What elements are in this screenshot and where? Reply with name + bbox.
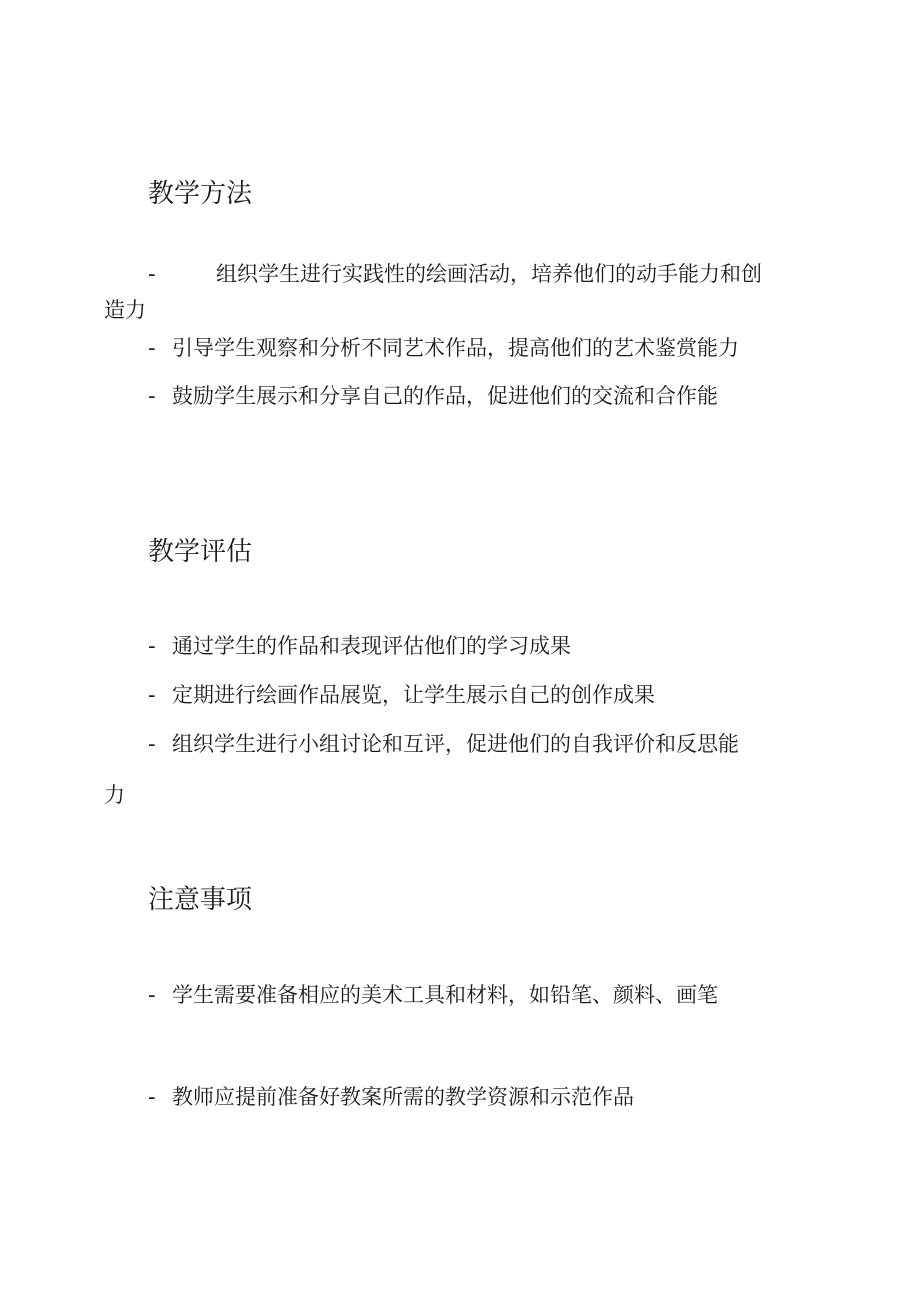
section-heading-teaching-methods: 教学方法 <box>148 179 253 209</box>
list-item-text: 组织学生进行小组讨论和互评，促进他们的自我评价和反思能 <box>172 732 739 756</box>
list-dash: - <box>148 1085 156 1109</box>
section-heading-notes: 注意事项 <box>148 885 253 915</box>
section-heading-teaching-evaluation: 教学评估 <box>148 537 253 567</box>
list-dash: - <box>148 262 156 286</box>
list-item-text: 教师应提前准备好教案所需的教学资源和示范作品 <box>172 1085 634 1109</box>
list-dash: - <box>148 634 156 658</box>
list-item-text: 引导学生观察和分析不同艺术作品，提高他们的艺术鉴赏能力 <box>172 336 739 360</box>
list-item-text: 通过学生的作品和表现评估他们的学习成果 <box>172 634 571 658</box>
list-item-text: 鼓励学生展示和分享自己的作品，促进他们的交流和合作能 <box>172 384 718 408</box>
list-item-text: 定期进行绘画作品展览，让学生展示自己的创作成果 <box>172 683 655 707</box>
list-item-continuation: 造力 <box>104 298 146 322</box>
list-dash: - <box>148 732 156 756</box>
list-dash: - <box>148 336 156 360</box>
list-dash: - <box>148 983 156 1007</box>
list-item-text: 组织学生进行实践性的绘画活动，培养他们的动手能力和创 <box>216 262 762 286</box>
list-item-continuation: 力 <box>104 783 125 807</box>
list-item-text: 学生需要准备相应的美术工具和材料，如铅笔、颜料、画笔 <box>172 983 718 1007</box>
list-dash: - <box>148 683 156 707</box>
list-dash: - <box>148 384 156 408</box>
